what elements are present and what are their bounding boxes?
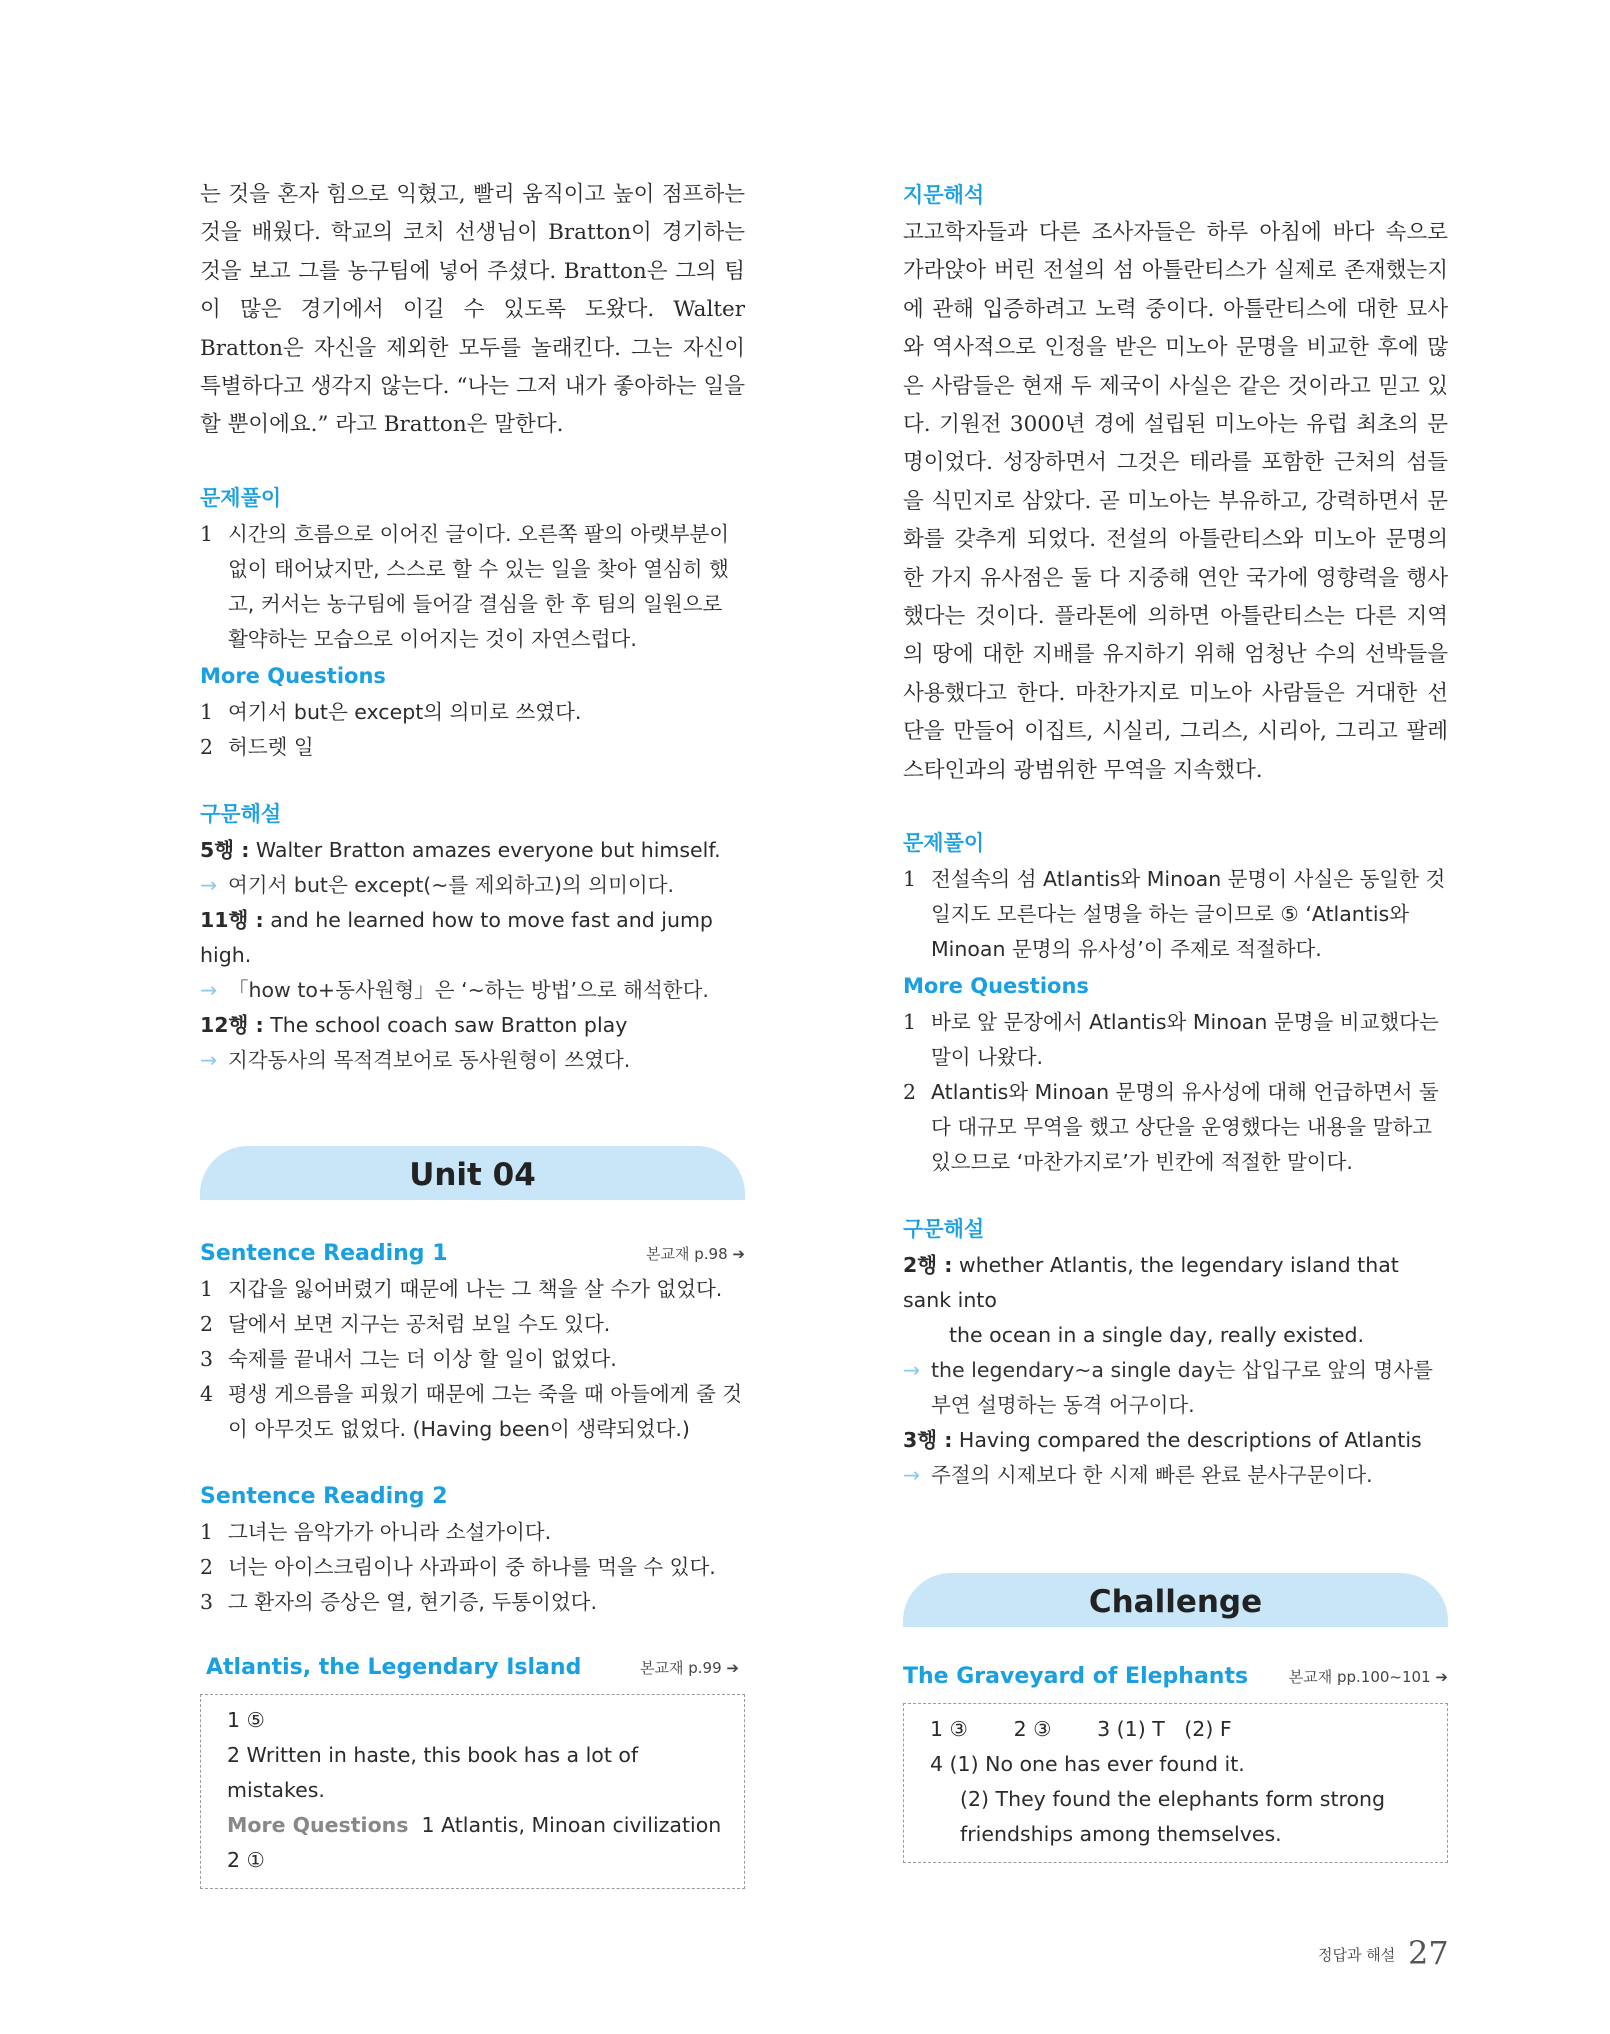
sentence-reading-1-ref: 본교재 p.98 ➔	[646, 1244, 745, 1263]
answer-4-2: (2) They found the elephants form strong friendships among themselves.	[960, 1787, 1386, 1847]
grammar-explanation	[200, 868, 745, 903]
grammar-sentence	[903, 1423, 1448, 1458]
item-number: 3	[200, 1589, 214, 1614]
left-column	[200, 176, 745, 1889]
item-text: 숙제를 끝내서 그는 더 이상 할 일이 없었다.	[228, 1346, 617, 1371]
sentence-reading-2-header	[200, 1479, 745, 1515]
item-text: 전설속의 섬 Atlantis와 Minoan 문명이 사실은 동일한 것일지도 모른다는 설명을 하는 글이므로 ⑤ ‘Atlantis와 Minoan 문명의 유사성’이 주제로 적절하다.	[931, 867, 1446, 962]
answer-4-1: 4 (1) No one has ever found it.	[930, 1752, 1245, 1777]
explanation-text: 여기서 but은 except(~를 제외하고)의 의미이다.	[228, 872, 674, 897]
item-number: 1	[903, 1010, 917, 1035]
atlantis-answer-box	[200, 1694, 745, 1889]
list-item	[200, 1342, 745, 1377]
item-number: 2	[200, 734, 214, 759]
graveyard-title: The Graveyard of Elephants	[903, 1664, 1249, 1690]
challenge-banner: Challenge	[903, 1573, 1448, 1627]
more-questions-list	[903, 1005, 1448, 1180]
item-text: 허드렛 일	[228, 734, 314, 759]
grammar-sentence-cont: the ocean in a single day, really existed.	[949, 1323, 1365, 1348]
answers-row-1	[930, 1712, 1427, 1747]
item-text: 달에서 보면 지구는 공처럼 보일 수도 있다.	[228, 1311, 611, 1336]
grammar-heading: 구문해설	[903, 1217, 985, 1242]
grammar-explanation	[903, 1458, 1448, 1493]
more-questions-answers	[227, 1808, 724, 1843]
more-questions-heading: More Questions	[200, 663, 386, 688]
list-item	[200, 1307, 745, 1342]
more-questions-heading: More Questions	[903, 974, 1089, 999]
problem-list	[903, 862, 1448, 967]
explanation-text: the legendary~a single day는 삽입구로 앞의 명사를 부연 설명하는 동격 어구이다.	[931, 1358, 1433, 1418]
list-item	[903, 862, 1448, 967]
more-questions-list	[200, 695, 745, 765]
item-number: 3	[200, 1346, 214, 1371]
list-item	[200, 1550, 745, 1585]
list-item	[200, 1377, 745, 1447]
grammar-heading: 구문해설	[200, 801, 282, 826]
sentence-reading-1-title: Sentence Reading 1	[200, 1240, 448, 1266]
problem-list	[200, 517, 745, 657]
item-number: 4	[200, 1381, 214, 1406]
grammar-text: Having compared the descriptions of Atlantis	[952, 1428, 1422, 1453]
page-number: 27	[1408, 1934, 1449, 1972]
unit-banner: Unit 04	[200, 1146, 745, 1200]
grammar-explanation	[200, 1043, 745, 1078]
item-number: 2	[200, 1311, 214, 1336]
more-answer-2: 2 ①	[227, 1847, 265, 1872]
arrow-right-icon: ➔	[732, 1244, 745, 1263]
list-item	[903, 1075, 1448, 1180]
translation-heading: 지문해석	[903, 183, 985, 207]
line-label: 11행 :	[200, 907, 264, 932]
atlantis-header	[206, 1650, 745, 1686]
grammar-text: and he learned how to move fast and jump high.	[200, 907, 713, 967]
item-text: 너는 아이스크림이나 사과파이 중 하나를 먹을 수 있다.	[228, 1554, 716, 1579]
answer-1: 1 ③	[930, 1717, 968, 1742]
grammar-sentence	[200, 1008, 745, 1043]
intro-paragraph: 는 것을 혼자 힘으로 익혔고, 빨리 움직이고 높이 점프하는 것을 배웠다. 학교의 코치 선생님이 Bratton이 경기하는 것을 보고 그를 농구팀에 넣어 주셨다. Bratton은 그의 팀이 많은 경기에서 이길 수 있도록 도왔다. Walter Bratton은 자신을 제외한 모두를 놀래킨다. 그는 자신이 특별하다고 생각지 않는다. “나는 그저 내가 좋아하는 일을 할 뿐이에요.” 라고 Bratton은 말한다.	[200, 182, 745, 438]
line-label: 5행 :	[200, 837, 250, 862]
sentence-reading-2-list	[200, 1515, 745, 1620]
sentence-reading-2-title: Sentence Reading 2	[200, 1483, 448, 1509]
arrow-right-icon: →	[200, 1047, 218, 1072]
list-item	[200, 1515, 745, 1550]
grammar-explanation	[200, 973, 745, 1008]
grammar-list	[200, 833, 745, 1078]
arrow-right-icon: →	[200, 872, 218, 897]
arrow-right-icon: ➔	[726, 1658, 739, 1677]
grammar-sentence	[200, 903, 745, 973]
line-label: 2행 :	[903, 1253, 953, 1278]
item-text: 지갑을 잃어버렸기 때문에 나는 그 책을 살 수가 없었다.	[228, 1276, 723, 1301]
grammar-sentence	[200, 833, 745, 868]
item-text: 평생 게으름을 피웠기 때문에 그는 죽을 때 아들에게 줄 것이 아무것도 없었다. (Having been이 생략되었다.)	[228, 1381, 743, 1441]
graveyard-answer-box	[903, 1703, 1448, 1863]
grammar-list	[903, 1248, 1448, 1493]
arrow-right-icon: →	[200, 977, 218, 1002]
list-item	[200, 1272, 745, 1307]
sentence-reading-1-list	[200, 1272, 745, 1447]
list-item	[200, 517, 745, 657]
grammar-explanation	[903, 1353, 1448, 1423]
answer-2: 2 ③	[1013, 1717, 1052, 1742]
grammar-text: The school coach saw Bratton play	[263, 1012, 628, 1037]
item-number: 1	[200, 521, 214, 546]
grammar-text: whether Atlantis, the legendary island that sank into	[903, 1253, 1399, 1313]
list-item	[200, 695, 745, 730]
translation-paragraph: 고고학자들과 다른 조사자들은 하루 아침에 바다 속으로 가라앉아 버린 전설의 섬 아틀란티스가 실제로 존재했는지에 관해 입증하려고 노력 중이다. 아틀란티스에 대한 묘사와 역사적으로 인정을 받은 미노아 문명을 비교한 후에 많은 사람들은 현재 두 제국이 사실은 같은 것이라고 믿고 있다. 기원전 3000년 경에 설립된 미노아는 유럽 최초의 문명이었다. 성장하면서 그것은 테라를 포함한 근처의 섬들을 식민지로 삼았다. 곧 미노아는 부유하고, 강력하면서 문화를 갖추게 되었다. 전설의 아틀란티스와 미노아 문명의 한 가지 유사점은 둘 다 지중해 연안 국가에 영향력을 행사했다는 것이다. 플라톤에 의하면 아틀란티스는 다른 지역의 땅에 대한 지배를 유지하기 위해 엄청난 수의 선박들을 사용했다고 한다. 마찬가지로 미노아 사람들은 거대한 선단을 만들어 이집트, 시실리, 그리스, 시리아, 그리고 팔레스타인과의 광범위한 무역을 지속했다.	[903, 220, 1448, 783]
grammar-sentence	[903, 1248, 1448, 1318]
item-number: 1	[903, 867, 917, 892]
list-item	[200, 1585, 745, 1620]
item-text: 여기서 but은 except의 의미로 쓰였다.	[228, 699, 582, 724]
atlantis-ref: 본교재 p.99 ➔	[640, 1658, 739, 1677]
right-column	[903, 176, 1448, 1863]
page-footer	[1318, 1934, 1449, 1972]
item-text: 그 환자의 증상은 열, 현기증, 두통이었다.	[228, 1589, 597, 1614]
problem-heading: 문제풀이	[200, 485, 282, 510]
graveyard-ref: 본교재 pp.100~101 ➔	[1288, 1668, 1448, 1687]
graveyard-header	[903, 1659, 1448, 1695]
more-answer-1: 1 Atlantis, Minoan civilization	[421, 1812, 722, 1837]
list-item	[903, 1005, 1448, 1075]
item-text: 바로 앞 문장에서 Atlantis와 Minoan 문명을 비교했다는 말이 나왔다.	[931, 1010, 1439, 1070]
line-label: 3행 :	[903, 1428, 953, 1453]
item-number: 2	[200, 1554, 214, 1579]
item-number: 1	[200, 699, 214, 724]
problem-heading: 문제풀이	[903, 831, 985, 856]
more-questions-label: More Questions	[227, 1812, 409, 1837]
answer-1: 1 ⑤	[227, 1707, 265, 1732]
answer-3: 3 (1) T (2) F	[1097, 1717, 1232, 1742]
item-number: 1	[200, 1276, 214, 1301]
item-number: 1	[200, 1519, 214, 1544]
explanation-text: 「how to+동사원형」은 ‘~하는 방법’으로 해석한다.	[228, 977, 709, 1002]
item-text: Atlantis와 Minoan 문명의 유사성에 대해 언급하면서 둘 다 대규모 무역을 했고 상단을 운영했다는 내용을 말하고 있으므로 ‘마찬가지로’가 빈칸에 적절한 말이다.	[931, 1080, 1439, 1175]
atlantis-title: Atlantis, the Legendary Island	[206, 1654, 582, 1680]
arrow-right-icon: ➔	[1435, 1668, 1448, 1687]
explanation-text: 지각동사의 목적격보어로 동사원형이 쓰였다.	[228, 1047, 631, 1072]
item-text: 시간의 흐름으로 이어진 글이다. 오른쪽 팔의 아랫부분이 없이 태어났지만, 스스로 할 수 있는 일을 찾아 열심히 했고, 커서는 농구팀에 들어갈 결심을 한 후 팀의 일원으로 활약하는 모습으로 이어지는 것이 자연스럽다.	[228, 521, 730, 651]
list-item	[200, 730, 745, 765]
footer-label: 정답과 해설	[1318, 1946, 1396, 1964]
explanation-text: 주절의 시제보다 한 시제 빠른 완료 분사구문이다.	[931, 1463, 1373, 1488]
sentence-reading-1-header	[200, 1236, 745, 1272]
arrow-right-icon: →	[903, 1463, 921, 1488]
grammar-text: Walter Bratton amazes everyone but himself.	[249, 837, 721, 862]
arrow-right-icon: →	[903, 1358, 921, 1383]
item-number: 2	[903, 1080, 917, 1105]
line-label: 12행 :	[200, 1012, 264, 1037]
answer-2: 2 Written in haste, this book has a lot of mistakes.	[227, 1742, 639, 1802]
item-text: 그녀는 음악가가 아니라 소설가이다.	[228, 1519, 552, 1544]
